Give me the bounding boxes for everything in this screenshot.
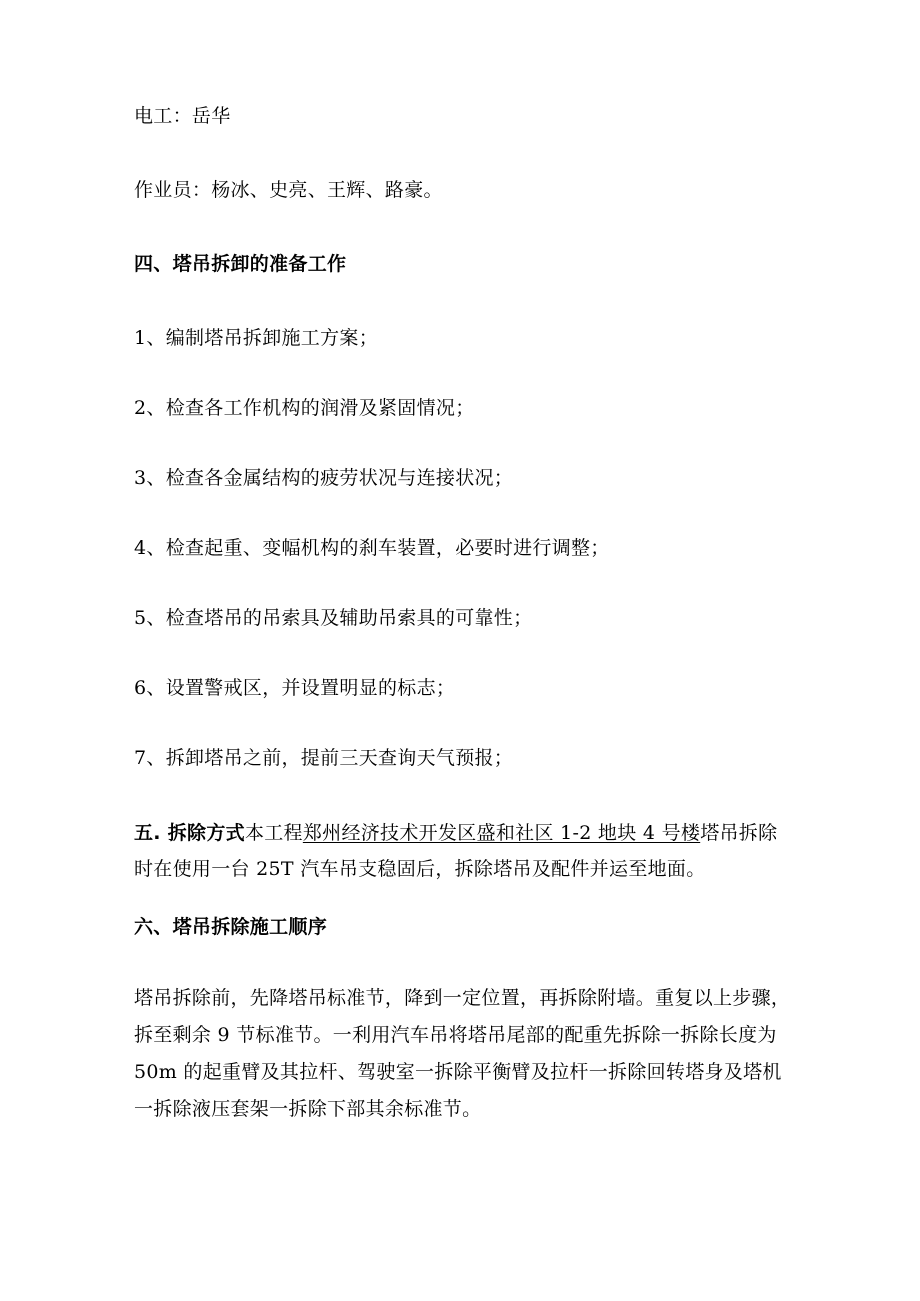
project-name: 郑州经济技术开发区盛和社区 1-2 地块 4 号楼: [302, 822, 701, 844]
section5-paragraph: [134, 815, 794, 887]
prep-item-2: 2、检查各工作机构的润滑及紧固情况；: [134, 397, 475, 419]
prep-item-5: 5、检查塔吊的吊索具及辅助吊索具的可靠性；: [134, 607, 533, 629]
prep-item-1: 1、编制塔吊拆卸施工方案；: [134, 327, 378, 349]
section5-text-a: 本工程: [244, 822, 303, 844]
workers-line: 作业员：杨冰、史亮、王辉、路豪。: [134, 179, 443, 201]
electrician-line: 电工：岳华: [134, 105, 231, 127]
section5-text-b: 塔吊拆除时在使用一台 25T 汽车吊支稳固后，拆除塔吊及配件并运至地面。: [134, 822, 778, 880]
prep-item-6: 6、设置警戒区，并设置明显的标志；: [134, 677, 456, 699]
section5-label: 五. 拆除方式: [134, 822, 245, 844]
prep-item-4: 4、检查起重、变幅机构的刹车装置，必要时进行调整；: [134, 537, 610, 559]
prep-item-3: 3、检查各金属结构的疲劳状况与连接状况；: [134, 467, 514, 489]
section6-body: 塔吊拆除前，先降塔吊标准节，降到一定位置，再拆除附墙。重复以上步骤，拆至剩余 9 节标准节。一利用汽车吊将塔吊尾部的配重先拆除一拆除长度为 50m 的起重臂及其拉杆、驾驶室一拆除平衡臂及拉杆一拆除回转塔身及塔机一拆除液压套架一拆除下部其余标准节。: [134, 987, 791, 1120]
section4-heading: 四、塔吊拆卸的准备工作: [134, 253, 347, 275]
prep-item-7: 7、拆卸塔吊之前，提前三天查询天气预报；: [134, 747, 514, 769]
section6-heading: 六、塔吊拆除施工顺序: [134, 916, 328, 938]
